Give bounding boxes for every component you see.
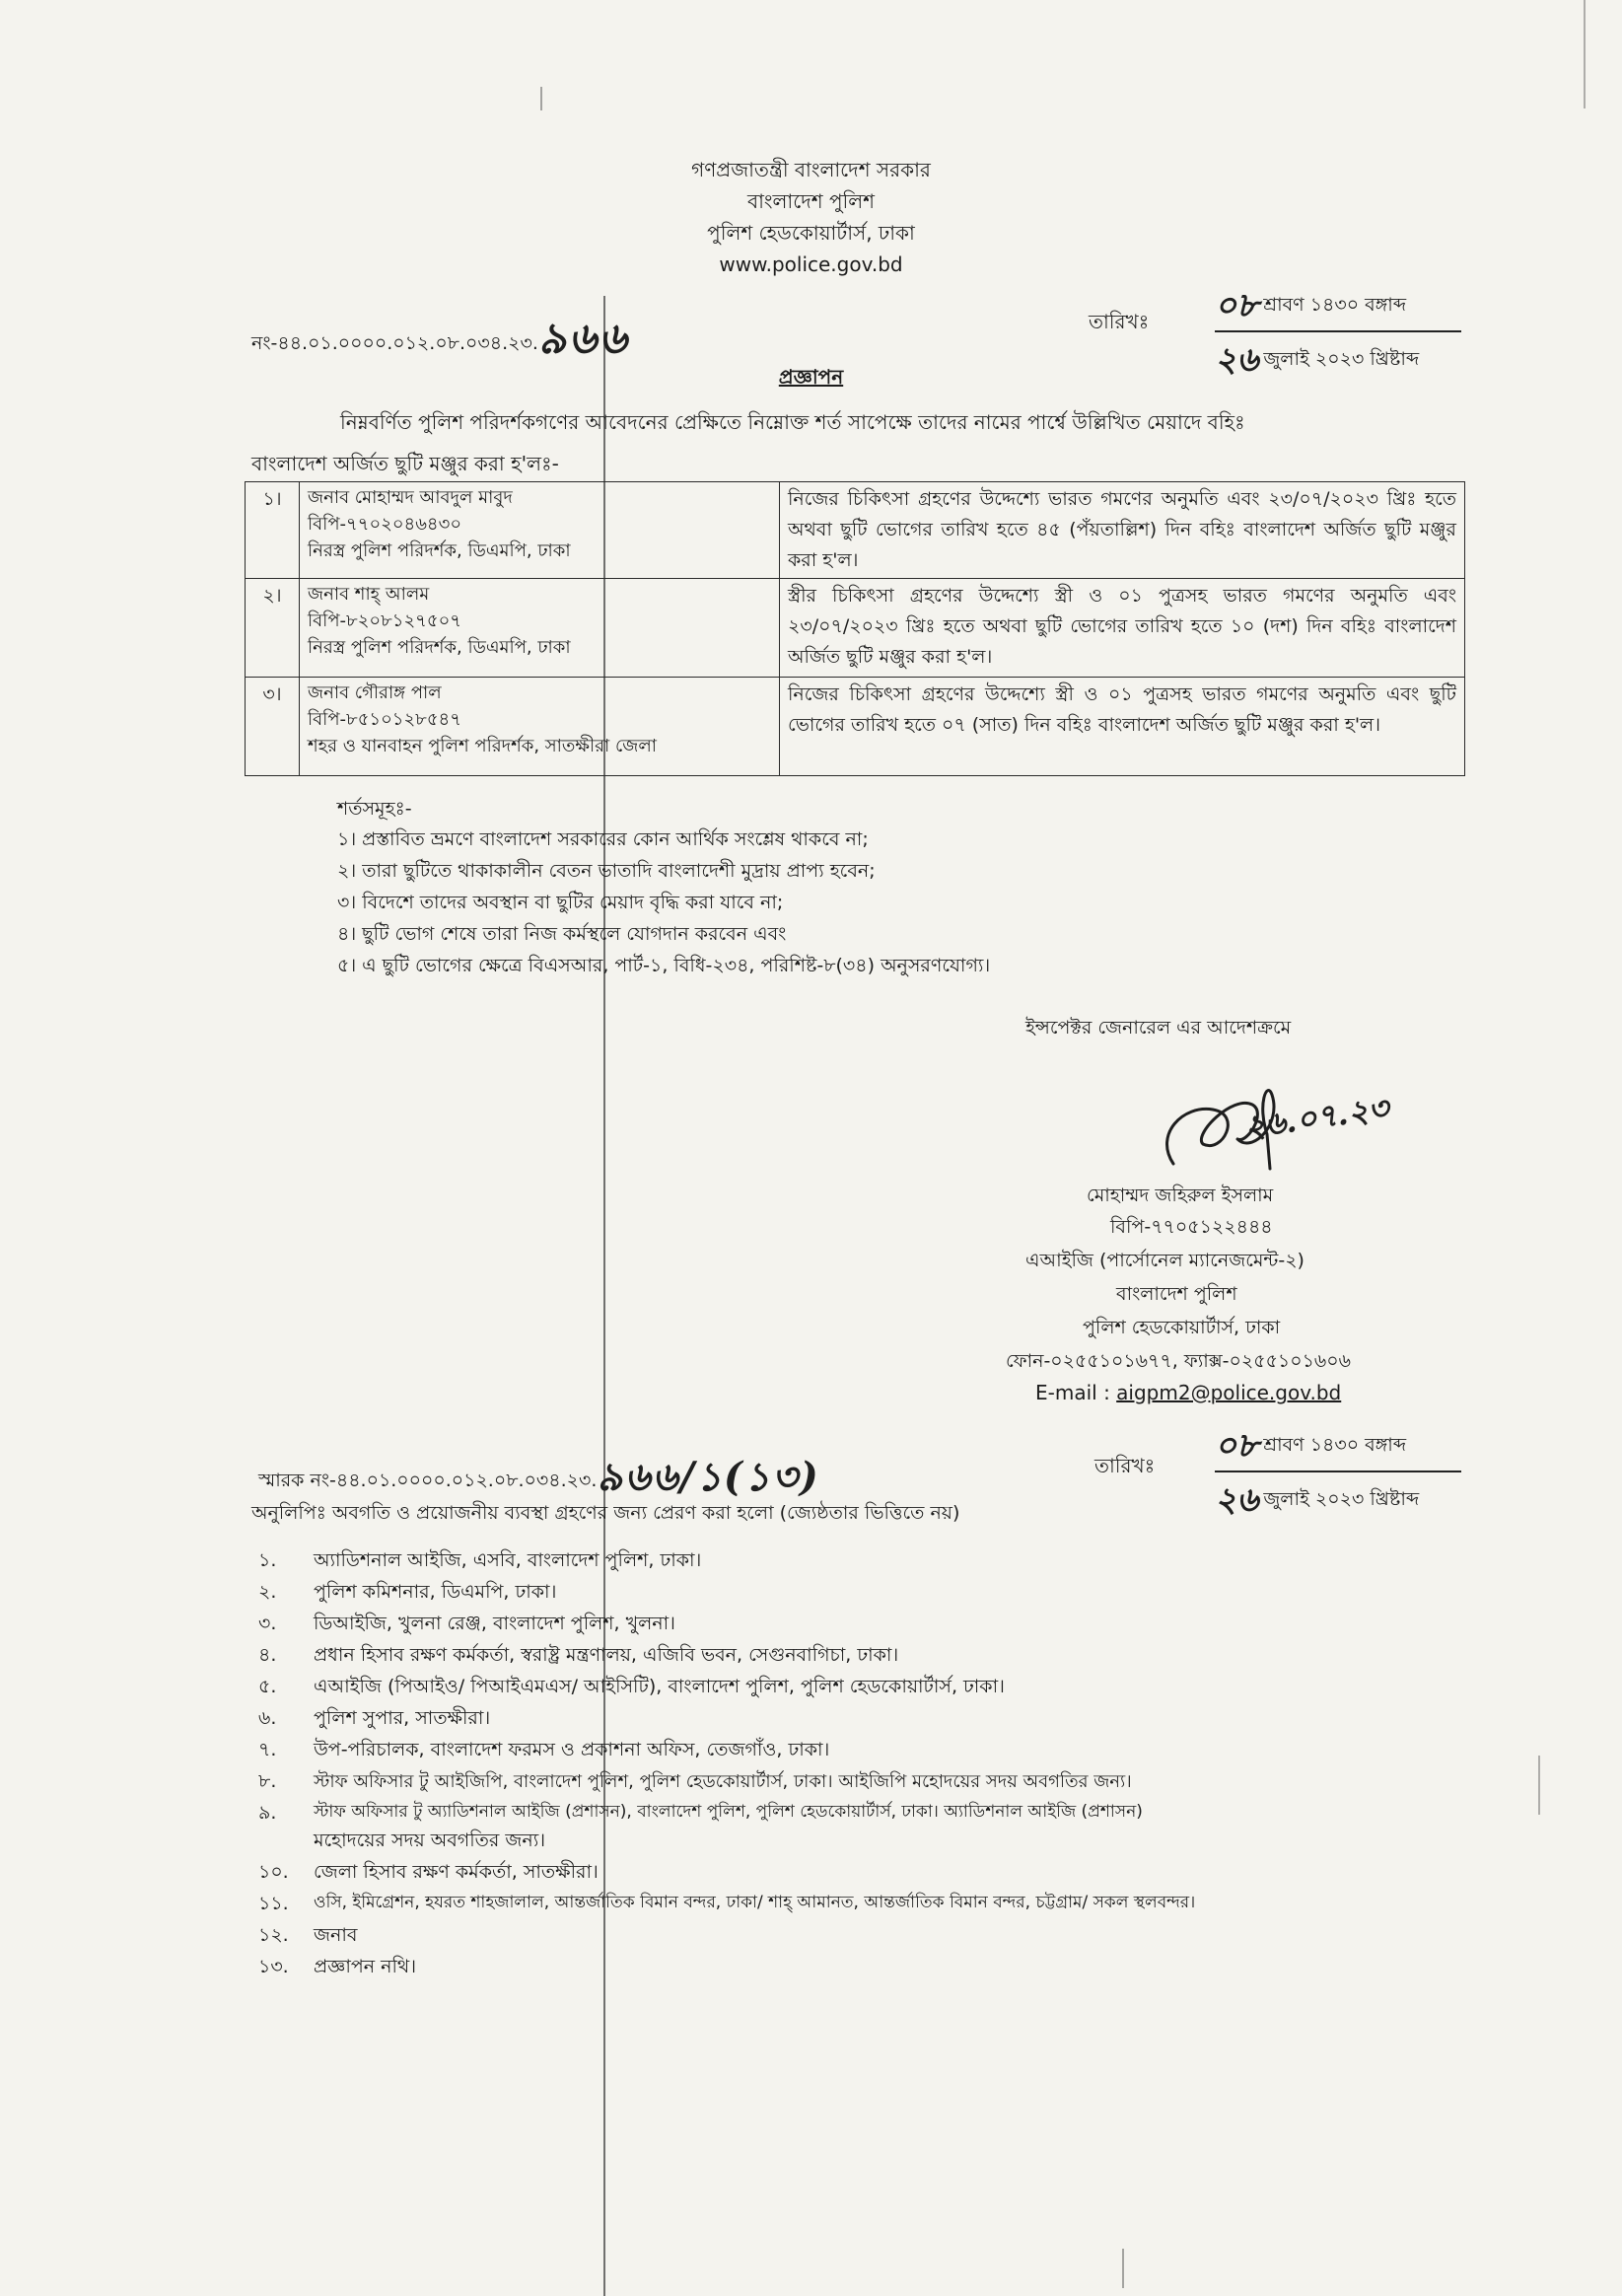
officer-details (300, 482, 780, 579)
condition-item: ৪। ছুটি ভোগ শেষে তারা নিজ কর্মস্থলে যোগদান করবেন এবং (337, 923, 787, 945)
officer-bp: বিপি-৮৫১০১২৮৫৪৭ (308, 709, 461, 730)
row-serial: ৩। (246, 678, 300, 776)
leave-description: নিজের চিকিৎসা গ্রহণের উদ্দেশ্যে ভারত গমণের অনুমতি এবং ২৩/০৭/২০২৩ খ্রিঃ হতে অথবা ছুটি ভোগের তারিখ হতে ৪৫ (পঁয়তাল্লিশ) দিন বহিঃ বাংলাদেশ অর্জিত ছুটি মঞ্জুর করা হ'ল। (780, 482, 1465, 579)
header-government: গণপ্রজাতন্ত্রী বাংলাদেশ সরকার (691, 158, 931, 181)
officer-details (300, 579, 780, 678)
hand-date-bangla-day: ০৮ (1215, 1426, 1259, 1466)
header-website: www.police.gov.bd (719, 252, 903, 276)
hand-date-greg-day: ২৬ (1215, 1480, 1259, 1520)
scan-edge-mark (1584, 0, 1586, 108)
memo2-date-label: তারিখঃ (1094, 1454, 1156, 1477)
copy-number: ১১. (258, 1893, 289, 1914)
copy-number: ৯. (258, 1802, 277, 1824)
signer-office: পুলিশ হেডকোয়ার্টার্স, ঢাকা (1083, 1317, 1281, 1338)
officer-post: নিরস্ত্র পুলিশ পরিদর্শক, ডিএমপি, ঢাকা (308, 540, 571, 561)
signer-name: মোহাম্মদ জহিরুল ইসলাম (1087, 1184, 1274, 1206)
memo2-date-block (1215, 1420, 1471, 1531)
email-label: E-mail : (1035, 1381, 1110, 1404)
signer-designation: এআইজি (পার্সোনেল ম্যানেজমেন্ট-২) (1025, 1250, 1305, 1271)
table-row (246, 482, 1465, 579)
date-gregorian: জুলাই ২০২৩ খ্রিষ্টাব্দ (1263, 348, 1420, 370)
table-row (246, 579, 1465, 678)
copy-recipient: পুলিশ সুপার, সাতক্ষীরা। (314, 1707, 491, 1729)
copy-recipient-continued: মহোদয়ের সদয় অবগতির জন্য। (314, 1830, 546, 1851)
signer-org: বাংলাদেশ পুলিশ (1116, 1283, 1237, 1305)
copy-number: ১৩. (258, 1956, 289, 1977)
copy-recipient: ওসি, ইমিগ্রেশন, হযরত শাহজালাল, আন্তর্জাতিক বিমান বন্দর, ঢাকা/ শাহ্ আমানত, আন্তর্জাতিক বিমান বন্দর, চট্টগ্রাম/ সকল স্থলবন্দর। (314, 1893, 1196, 1912)
signer-email (1035, 1381, 1341, 1404)
copy-number: ১২. (258, 1924, 289, 1946)
copy-recipient: এআইজি (পিআইও/ পিআইএমএস/ আইসিটি), বাংলাদেশ পুলিশ, পুলিশ হেডকোয়ার্টার্স, ঢাকা। (314, 1676, 1005, 1697)
copy-recipient: জেলা হিসাব রক্ষণ কর্মকর্তা, সাতক্ষীরা। (314, 1861, 599, 1883)
officer-name: জনাব গৌরাঙ্গ পাল (308, 682, 442, 703)
copy-recipient: পুলিশ কমিশনার, ডিএমপি, ঢাকা। (314, 1581, 557, 1603)
handwritten-memo-number: ৯৬৬ (537, 314, 629, 364)
memo2-number: স্মারক নং-৪৪.০১.০০০০.০১২.০৮.০৩৪.২৩.৯৬৬/১(১৩) (258, 1454, 820, 1500)
handwritten-memo2-number: ৯৬৬/১(১৩) (597, 1454, 820, 1500)
officer-name: জনাব শাহ্ আলম (308, 584, 430, 605)
copy-recipient: স্টাফ অফিসার টু অ্যাডিশনাল আইজি (প্রশাসন), বাংলাদেশ পুলিশ, পুলিশ হেডকোয়ার্টার্স, ঢাকা। অ্যাডিশনাল আইজি (প্রশাসন) (314, 1802, 1143, 1822)
signer-bp: বিপি-৭৭০৫১২২৪৪৪ (1110, 1216, 1273, 1238)
hand-date-greg-day: ২৬ (1215, 340, 1259, 380)
signature-date: ২৬.০৭.২৩ (1241, 1088, 1391, 1147)
copy-number: ৮. (258, 1770, 277, 1792)
copy-recipient: অ্যাডিশনাল আইজি, এসবি, বাংলাদেশ পুলিশ, ঢাকা। (314, 1549, 702, 1571)
page-title: প্রজ্ঞাপন (778, 365, 844, 389)
hand-date-bangla-day: ০৮ (1215, 286, 1259, 325)
condition-item: ১। প্রস্তাবিত ভ্রমণে বাংলাদেশ সরকারের কোন আর্থিক সংশ্লেষ থাকবে না; (337, 828, 869, 850)
order-by: ইন্সপেক্টর জেনারেল এর আদেশক্রমে (1025, 1017, 1292, 1039)
row-serial: ২। (246, 579, 300, 678)
copy-number: ৪. (258, 1644, 277, 1666)
condition-item: ২। তারা ছুটিতে থাকাকালীন বেতন ভাতাদি বাংলাদেশী মুদ্রায় প্রাপ্য হবেন; (337, 860, 876, 882)
copy-recipient: প্রজ্ঞাপন নথি। (314, 1956, 417, 1977)
email-link[interactable]: aigpm2@police.gov.bd (1116, 1381, 1342, 1404)
condition-item: ৩। বিদেশে তাদের অবস্থান বা ছুটির মেয়াদ বৃদ্ধি করা যাবে না; (337, 892, 784, 913)
copy-recipient: প্রধান হিসাব রক্ষণ কর্মকর্তা, স্বরাষ্ট্র মন্ত্রণালয়, এজিবি ভবন, সেগুনবাগিচা, ঢাকা। (314, 1644, 899, 1666)
officer-name: জনাব মোহাম্মদ আবদুল মাবুদ (308, 487, 513, 508)
copy-recipient: উপ-পরিচালক, বাংলাদেশ ফরমস ও প্রকাশনা অফিস, তেজগাঁও, ঢাকা। (314, 1739, 830, 1760)
header-police: বাংলাদেশ পুলিশ (746, 189, 875, 213)
date-gregorian: জুলাই ২০২৩ খ্রিষ্টাব্দ (1263, 1488, 1420, 1510)
conditions-heading: শর্তসমূহঃ- (337, 798, 412, 820)
date-bangla: শ্রাবণ ১৪৩০ বঙ্গাব্দ (1263, 1434, 1407, 1456)
copy-number: ৩. (258, 1613, 277, 1634)
date-label: তারিখঃ (1089, 310, 1150, 333)
leave-description: স্ত্রীর চিকিৎসা গ্রহণের উদ্দেশ্যে স্ত্রী ও ০১ পুত্রসহ ভারত গমণের অনুমতি এবং ২৩/০৭/২০২৩ খ্রিঃ হতে অথবা ছুটি ভোগের তারিখ হতে ১০ (দশ) দিন বহিঃ বাংলাদেশ অর্জিত ছুটি মঞ্জুর করা হ'ল। (780, 579, 1465, 678)
intro-line-1: নিম্নবর্ণিত পুলিশ পরিদর্শকগণের আবেদনের প্রেক্ষিতে নিম্নোক্ত শর্ত সাপেক্ষে তাদের নামের পার্শ্বে উল্লিখিত মেয়াদে বহিঃ (340, 410, 1245, 434)
memo-number: নং-৪৪.০১.০০০০.০১২.০৮.০৩৪.২৩.৯৬৬ (251, 314, 629, 364)
scan-edge-mark (540, 87, 542, 110)
leave-table (245, 481, 1465, 776)
officer-bp: বিপি-৮২০৮১২৭৫০৭ (308, 610, 461, 631)
date-bangla: শ্রাবণ ১৪৩০ বঙ্গাব্দ (1263, 294, 1407, 316)
condition-item: ৫। এ ছুটি ভোগের ক্ষেত্রে বিএসআর, পার্ট-১, বিধি-২৩৪, পরিশিষ্ট-৮(৩৪) অনুসরণযোগ্য। (337, 955, 991, 976)
copy-recipient: ডিআইজি, খুলনা রেঞ্জ, বাংলাদেশ পুলিশ, খুলনা। (314, 1613, 675, 1634)
copy-recipient: জনাব (314, 1924, 358, 1946)
copy-number: ১০. (258, 1861, 289, 1883)
scan-edge-mark (1122, 2249, 1124, 2288)
copy-heading: অনুলিপিঃ অবগতি ও প্রয়োজনীয় ব্যবস্থা গ্রহণের জন্য প্রেরণ করা হলো (জ্যেষ্ঠতার ভিত্তিতে নয়) (251, 1502, 960, 1524)
copy-number: ৭. (258, 1739, 277, 1760)
officer-details (300, 678, 780, 776)
copy-number: ৫. (258, 1676, 277, 1697)
header-office: পুলিশ হেডকোয়ার্টার্স, ঢাকা (707, 221, 915, 245)
copy-number: ১. (258, 1549, 277, 1571)
copy-number: ২. (258, 1581, 277, 1603)
officer-post: শহর ও যানবাহন পুলিশ পরিদর্শক, সাতক্ষীরা জেলা (308, 736, 657, 756)
table-row (246, 678, 1465, 776)
copy-recipient: স্টাফ অফিসার টু আইজিপি, বাংলাদেশ পুলিশ, পুলিশ হেডকোয়ার্টার্স, ঢাকা। আইজিপি মহোদয়ের সদয় অবগতির জন্য। (314, 1771, 1132, 1792)
signer-phone: ফোন-০২৫৫১০১৬৭৭, ফ্যাক্স-০২৫৫১০১৬০৬ (1006, 1350, 1351, 1372)
leave-description: নিজের চিকিৎসা গ্রহণের উদ্দেশ্যে স্ত্রী ও ০১ পুত্রসহ ভারত গমণের অনুমতি এবং ছুটি ভোগের তারিখ হতে ০৭ (সাত) দিন বহিঃ বাংলাদেশ অর্জিত ছুটি মঞ্জুর করা হ'ল। (780, 678, 1465, 776)
copy-number: ৬. (258, 1707, 277, 1729)
intro-line-2: বাংলাদেশ অর্জিত ছুটি মঞ্জুর করা হ'লঃ- (251, 452, 559, 475)
officer-bp: বিপি-৭৭০২০৪৬৪৩০ (308, 514, 462, 535)
row-serial: ১। (246, 482, 300, 579)
officer-post: নিরস্ত্র পুলিশ পরিদর্শক, ডিএমপি, ঢাকা (308, 637, 571, 658)
scan-edge-mark (1538, 1756, 1540, 1815)
